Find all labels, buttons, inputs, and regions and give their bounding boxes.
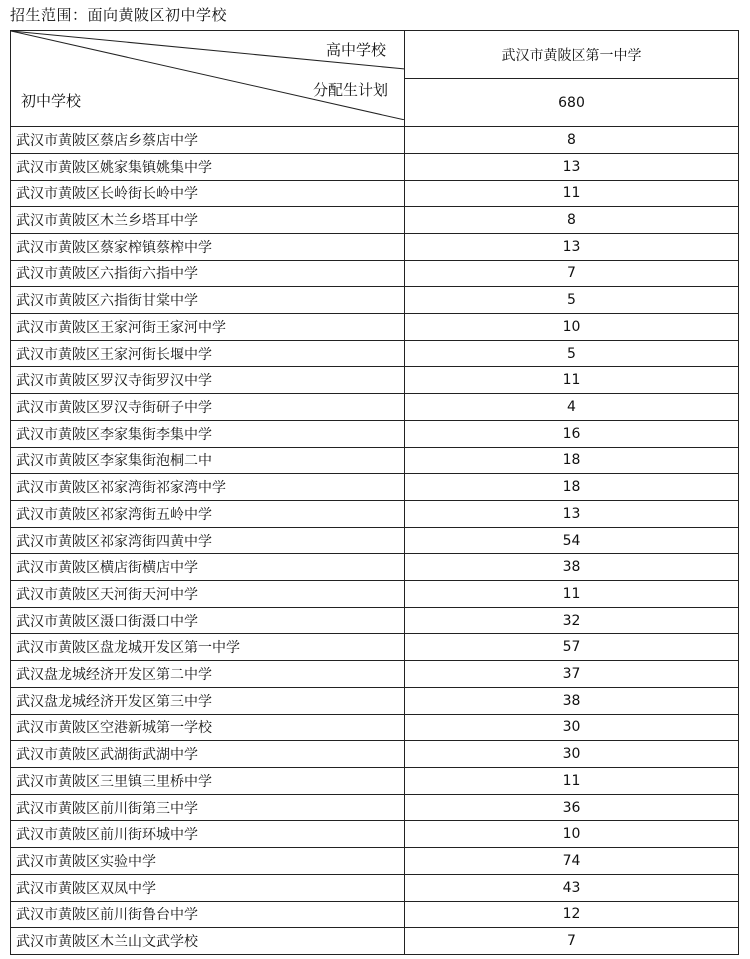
junior-school-name: 武汉市黄陂区蔡家榨镇蔡榨中学 <box>11 233 405 260</box>
table-row <box>11 848 739 875</box>
quota-value: 11 <box>405 180 739 207</box>
quota-value: 10 <box>405 314 739 341</box>
junior-school-name: 武汉市黄陂区罗汉寺街研子中学 <box>11 394 405 421</box>
table-row <box>11 287 739 314</box>
table-row <box>11 314 739 341</box>
table-row <box>11 527 739 554</box>
table-row <box>11 928 739 955</box>
table-row <box>11 741 739 768</box>
quota-value: 38 <box>405 687 739 714</box>
junior-school-name: 武汉市黄陂区空港新城第一学校 <box>11 714 405 741</box>
table-row <box>11 500 739 527</box>
quota-value: 8 <box>405 207 739 234</box>
junior-school-name: 武汉市黄陂区滠口街滠口中学 <box>11 607 405 634</box>
junior-school-name: 武汉市黄陂区祁家湾街五岭中学 <box>11 500 405 527</box>
junior-school-name: 武汉市黄陂区祁家湾街祁家湾中学 <box>11 474 405 501</box>
junior-school-name: 武汉市黄陂区前川街环城中学 <box>11 821 405 848</box>
table-row <box>11 634 739 661</box>
table-row <box>11 661 739 688</box>
table-row <box>11 420 739 447</box>
quota-value: 37 <box>405 661 739 688</box>
table-row <box>11 180 739 207</box>
quota-value: 12 <box>405 901 739 928</box>
table-row <box>11 153 739 180</box>
table-row <box>11 367 739 394</box>
junior-school-name: 武汉盘龙城经济开发区第二中学 <box>11 661 405 688</box>
quota-value: 13 <box>405 233 739 260</box>
junior-school-name: 武汉市黄陂区木兰山文武学校 <box>11 928 405 955</box>
junior-school-name: 武汉市黄陂区盘龙城开发区第一中学 <box>11 634 405 661</box>
junior-school-name: 武汉市黄陂区六指街六指中学 <box>11 260 405 287</box>
junior-school-name: 武汉市黄陂区蔡店乡蔡店中学 <box>11 127 405 154</box>
quota-value: 4 <box>405 394 739 421</box>
quota-value: 11 <box>405 768 739 795</box>
junior-school-name: 武汉市黄陂区双凤中学 <box>11 874 405 901</box>
junior-school-name: 武汉市黄陂区王家河街长堰中学 <box>11 340 405 367</box>
junior-school-name: 武汉盘龙城经济开发区第三中学 <box>11 687 405 714</box>
quota-value: 32 <box>405 607 739 634</box>
junior-school-name: 武汉市黄陂区天河街天河中学 <box>11 581 405 608</box>
quota-value: 30 <box>405 714 739 741</box>
quota-value: 7 <box>405 928 739 955</box>
table-body <box>11 31 739 955</box>
junior-school-name: 武汉市黄陂区前川街第三中学 <box>11 794 405 821</box>
quota-value: 7 <box>405 260 739 287</box>
quota-value: 13 <box>405 153 739 180</box>
table-row <box>11 260 739 287</box>
quota-value: 11 <box>405 581 739 608</box>
junior-school-name: 武汉市黄陂区姚家集镇姚集中学 <box>11 153 405 180</box>
junior-school-name: 武汉市黄陂区实验中学 <box>11 848 405 875</box>
quota-value: 8 <box>405 127 739 154</box>
quota-value: 11 <box>405 367 739 394</box>
page-caption: 招生范围：面向黄陂区初中学校 <box>10 6 228 24</box>
target-school-cell: 武汉市黄陂区第一中学 <box>405 31 739 79</box>
table-row <box>11 554 739 581</box>
total-quota-cell: 680 <box>405 79 739 127</box>
quota-value: 16 <box>405 420 739 447</box>
quota-value: 13 <box>405 500 739 527</box>
table-row <box>11 874 739 901</box>
table-row <box>11 474 739 501</box>
quota-value: 18 <box>405 447 739 474</box>
quota-value: 38 <box>405 554 739 581</box>
table-row <box>11 794 739 821</box>
junior-school-name: 武汉市黄陂区李家集街李集中学 <box>11 420 405 447</box>
table-row <box>11 687 739 714</box>
quota-value: 5 <box>405 340 739 367</box>
table-row <box>11 901 739 928</box>
junior-school-name: 武汉市黄陂区长岭街长岭中学 <box>11 180 405 207</box>
junior-school-label: 初中学校 <box>21 92 82 110</box>
quota-value: 10 <box>405 821 739 848</box>
quota-value: 5 <box>405 287 739 314</box>
junior-school-name: 武汉市黄陂区李家集街泡桐二中 <box>11 447 405 474</box>
table-row <box>11 233 739 260</box>
quota-value: 74 <box>405 848 739 875</box>
junior-school-name: 武汉市黄陂区木兰乡塔耳中学 <box>11 207 405 234</box>
quota-value: 54 <box>405 527 739 554</box>
table-row <box>11 207 739 234</box>
junior-school-name: 武汉市黄陂区祁家湾街四黄中学 <box>11 527 405 554</box>
junior-school-name: 武汉市黄陂区横店街横店中学 <box>11 554 405 581</box>
junior-school-name: 武汉市黄陂区罗汉寺街罗汉中学 <box>11 367 405 394</box>
quota-value: 36 <box>405 794 739 821</box>
table-row <box>11 447 739 474</box>
table-row <box>11 714 739 741</box>
quota-value: 43 <box>405 874 739 901</box>
high-school-label: 高中学校 <box>325 41 386 59</box>
plan-label: 分配生计划 <box>312 81 388 99</box>
table-row <box>11 821 739 848</box>
header-row-1 <box>11 31 739 79</box>
table-row <box>11 768 739 795</box>
table-row <box>11 340 739 367</box>
quota-value: 18 <box>405 474 739 501</box>
junior-school-name: 武汉市黄陂区王家河街王家河中学 <box>11 314 405 341</box>
junior-school-name: 武汉市黄陂区六指街甘棠中学 <box>11 287 405 314</box>
junior-school-name: 武汉市黄陂区前川街鲁台中学 <box>11 901 405 928</box>
junior-school-name: 武汉市黄陂区武湖街武湖中学 <box>11 741 405 768</box>
table-row <box>11 127 739 154</box>
table-row <box>11 607 739 634</box>
allocation-table <box>10 30 739 955</box>
table-row <box>11 581 739 608</box>
quota-value: 57 <box>405 634 739 661</box>
quota-value: 30 <box>405 741 739 768</box>
diagonal-header-cell <box>11 31 405 127</box>
junior-school-name: 武汉市黄陂区三里镇三里桥中学 <box>11 768 405 795</box>
table-row <box>11 394 739 421</box>
